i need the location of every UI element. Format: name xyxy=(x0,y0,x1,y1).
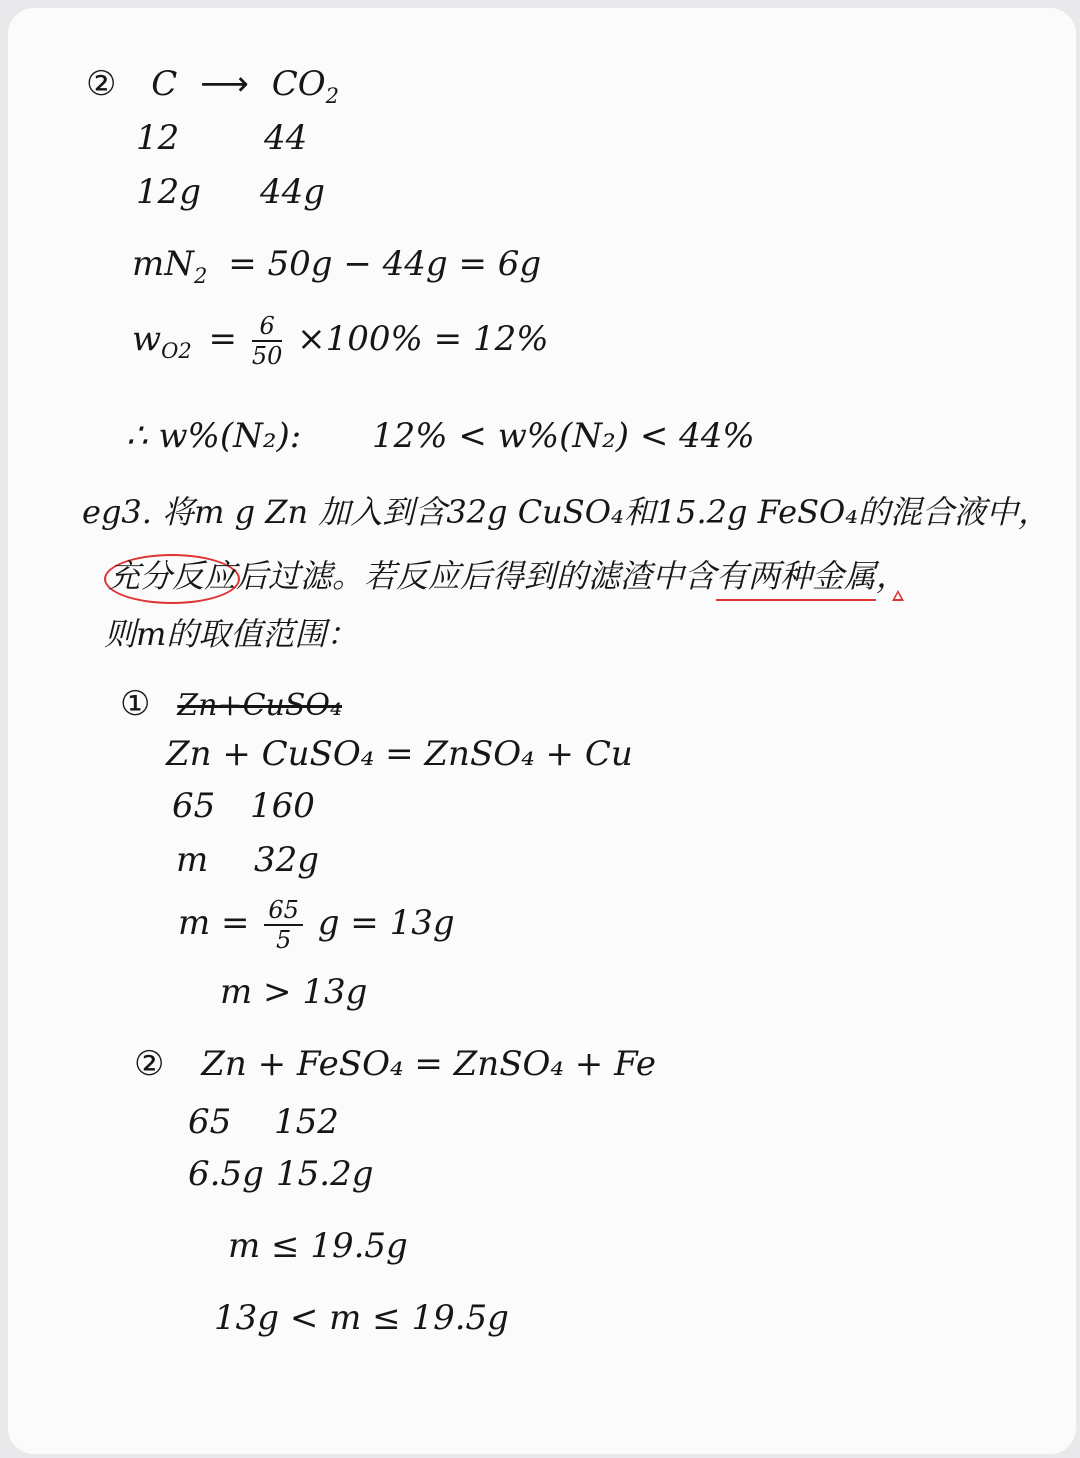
fraction-subscript: O2 xyxy=(161,339,192,363)
mass-feso4: 15.2g xyxy=(276,1154,374,1194)
mass-n2-calc: = 50g − 44g = 6g xyxy=(228,244,542,284)
m-result-b: m > 13g xyxy=(220,972,368,1012)
equation-zn-feso4: Zn + FeSO₄ = ZnSO₄ + Fe xyxy=(201,1044,656,1084)
problem-line-2 xyxy=(108,556,908,596)
mass-n2-symbol: mN xyxy=(132,244,194,284)
molar-mass-row xyxy=(136,118,308,158)
molar-mass-cuso4: 160 xyxy=(250,786,315,826)
m-calc-result: g = 13g xyxy=(317,903,455,943)
final-range: 13g < m ≤ 19.5g xyxy=(214,1298,509,1338)
m-calc-line xyxy=(178,898,455,952)
notebook-page xyxy=(8,8,1076,1454)
mass-row xyxy=(136,172,326,212)
reactant: C xyxy=(151,64,178,104)
fraction-o2-line xyxy=(132,314,549,371)
section-b-header xyxy=(120,684,342,726)
mass-cuso4: 32g xyxy=(254,840,320,880)
crossed-out-text: Zn+CuSO₄ xyxy=(177,688,343,723)
fraction-6-over-50 xyxy=(252,314,283,368)
problem-line-3: 则m的取值范围： xyxy=(104,615,359,653)
product: CO xyxy=(271,64,326,104)
fraction-denominator: 50 xyxy=(251,342,283,370)
mass-n2-line xyxy=(132,244,541,296)
m-result-c: m ≤ 19.5g xyxy=(228,1226,408,1266)
conclusion-prefix: ∴ w%(N₂): xyxy=(126,416,302,456)
circled-phrase: 充分反应 xyxy=(108,557,237,595)
mass-row-b xyxy=(176,840,320,880)
mass-row-c xyxy=(188,1154,374,1194)
equals-sign: = xyxy=(208,319,237,359)
molar-mass-zn-c: 65 xyxy=(188,1102,232,1142)
item-marker-2: ② xyxy=(86,64,117,104)
problem-line-2-text: 后过滤。若反应后得到的滤渣中含 xyxy=(236,557,717,595)
mass-zn-m: m xyxy=(176,840,209,880)
m-calc-lhs: m = xyxy=(178,903,250,943)
molar-mass-feso4: 152 xyxy=(274,1102,339,1142)
red-triangle-mark-icon xyxy=(892,590,904,601)
molar-mass-zn: 65 xyxy=(172,786,216,826)
fraction-denominator-b: 5 xyxy=(275,926,292,954)
equation-zn-feso4-line xyxy=(134,1044,656,1084)
mass-co2: 44g xyxy=(260,172,326,212)
equation-c-to-co2 xyxy=(86,64,339,116)
mass-n2-subscript: 2 xyxy=(194,264,208,288)
molar-mass-row-b xyxy=(172,786,315,826)
molar-mass-c: 12 xyxy=(136,118,180,158)
underlined-phrase: 有两种金属 xyxy=(716,557,876,601)
conclusion-line xyxy=(126,416,755,456)
fraction-result: ×100% = 12% xyxy=(297,319,549,359)
mass-c: 12g xyxy=(136,172,202,212)
conclusion-range: 12% < w%(N₂) < 44% xyxy=(372,416,755,456)
problem-line-2-end: ， xyxy=(876,557,909,595)
molar-mass-co2: 44 xyxy=(264,118,308,158)
reaction-arrow-icon: ⟶ xyxy=(200,64,249,104)
product-subscript: 2 xyxy=(325,84,339,108)
problem-line-1: eg3. 将m g Zn 加入到含32g CuSO₄和15.2g FeSO₄的混合液中， xyxy=(82,493,1051,531)
fraction-numerator: 6 xyxy=(252,314,283,342)
fraction-symbol: w xyxy=(132,319,162,359)
molar-mass-row-c xyxy=(188,1102,339,1142)
mass-zn-c: 6.5g xyxy=(188,1154,264,1194)
item-marker-1: ① xyxy=(120,684,151,724)
fraction-numerator-b: 65 xyxy=(264,898,303,926)
item-marker-2b: ② xyxy=(134,1044,165,1084)
equation-zn-cuso4: Zn + CuSO₄ = ZnSO₄ + Cu xyxy=(166,734,633,774)
fraction-65-over-5 xyxy=(264,898,303,952)
